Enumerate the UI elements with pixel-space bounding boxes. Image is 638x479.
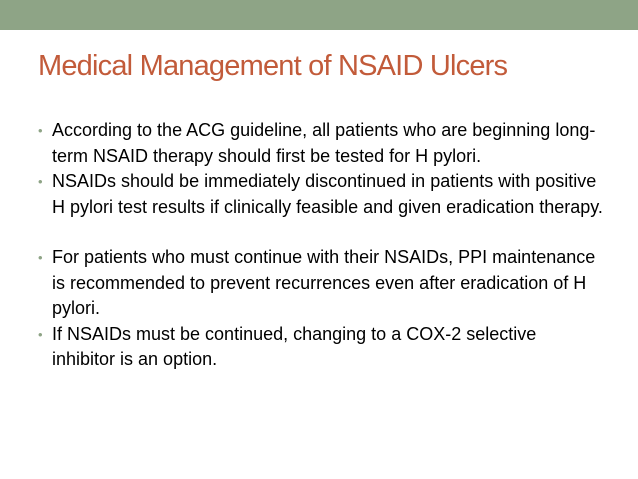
bullet-text: NSAIDs should be immediately discontinued in patients with positive H pylori test results if clinically feasible and given eradication therapy.	[52, 171, 603, 217]
top-accent-bar	[0, 0, 638, 30]
bullet-icon: •	[38, 326, 43, 342]
bullet-item	[38, 322, 603, 373]
bullet-item	[38, 118, 603, 169]
bullet-text: According to the ACG guideline, all patients who are beginning long-term NSAID therapy should first be tested for H pylori.	[52, 120, 596, 166]
bullet-icon: •	[38, 250, 43, 265]
slide-title: Medical Management of NSAID Ulcers	[38, 50, 508, 82]
bullet-icon: •	[38, 174, 43, 189]
bullet-item	[38, 169, 603, 220]
bullet-text: For patients who must continue with their NSAIDs, PPI maintenance is recommended to prevent recurrences even after eradication of H pylori.	[52, 247, 596, 318]
bullet-item	[38, 245, 603, 322]
bullet-text: If NSAIDs must be continued, changing to a COX-2 selective inhibitor is an option.	[52, 323, 537, 369]
bullet-icon: •	[38, 123, 43, 138]
bullet-list	[38, 118, 603, 373]
